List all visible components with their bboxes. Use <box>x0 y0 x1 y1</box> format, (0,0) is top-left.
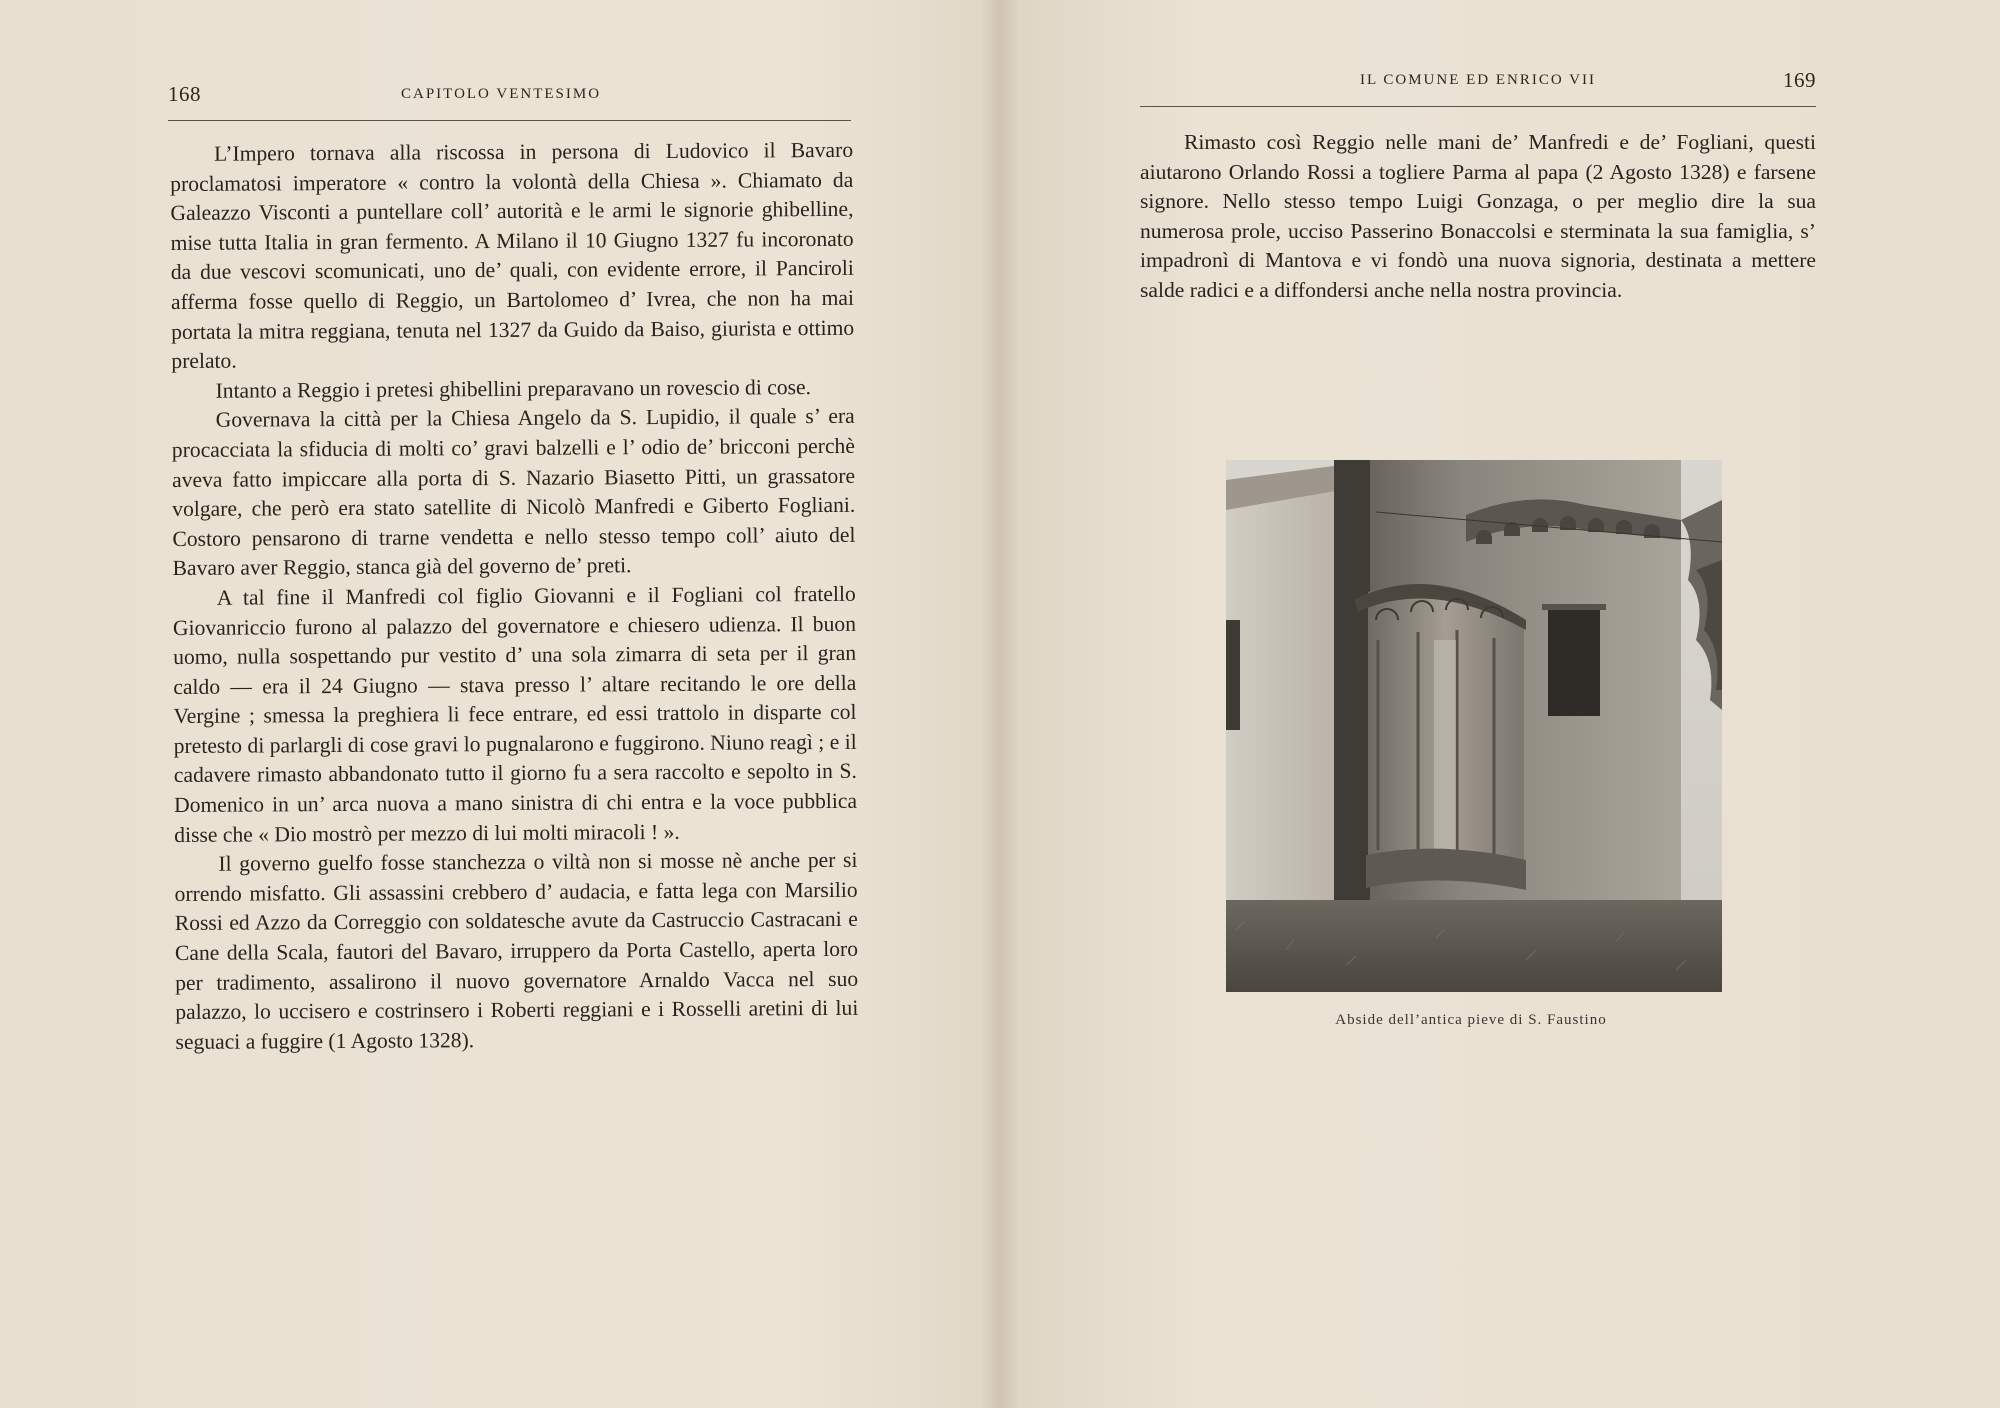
right-page <box>1010 0 2000 1408</box>
page-number-left: 168 <box>168 82 201 106</box>
paragraph: Intanto a Reggio i pretesi ghibellini preparavano un rovescio di cose. <box>215 374 812 403</box>
paragraph: Il governo guelfo fosse stanchezza o viltà non si mosse nè anche per si orrendo misfatto. Gli assassini crebbero d’ audacia, e fatta lega con Marsilio Rossi ed Azzo da Correggio con soldatesche avute da Castruccio Castracani e Cane della Scala, fautori del Bavaro, irruppero da Porta Castello, aperta loro per tradimento, assalirono il nuovo governatore Arnaldo Vacca nel suo palazzo, lo uccisero e costrinsero i Roberti reggiani e i Rosselli aretini di lui seguaci a fuggire (1 Agosto 1328). <box>174 848 859 1054</box>
running-title-right: IL COMUNE ED ENRICO VII <box>1360 72 1596 88</box>
running-head-left <box>168 80 851 121</box>
paragraph: L’Impero tornava alla riscossa in persona di Ludovico il Bavaro proclamatosi imperatore « contro la volontà della Chiesa ». Chiamato da Galeazzo Visconti a puntellare coll’ autorità e le armi le signorie ghibelline, mise tutta Italia in gran fermento. A Milano il 10 Giugno 1327 fu incoronato da due vescovi scomunicati, uno de’ quali, con evidente errore, il Panciroli afferma fosse quello di Reggio, un Bartolomeo d’ Ivrea, che non ha mai portata la mitra reggiana, tenuta nel 1327 da Guido da Baiso, giurista e ottimo prelato. <box>170 137 855 374</box>
paragraph: Rimasto così Reggio nelle mani de’ Manfredi e de’ Fogliani, questi aiutarono Orlando Rossi a togliere Parma al papa (2 Agosto 1328) e farsene signore. Nello stesso tempo Luigi Gonzaga, o per meglio dire la sua numerosa prole, ucciso Passerino Bonaccolsi e sterminata la sua famiglia, s’ impadronì di Mantova e vi fondò una nuova signoria, destinata a mettere salde radici e a diffondersi anche nella nostra provincia. <box>1140 130 1816 302</box>
page-number-right: 169 <box>1783 68 1816 92</box>
running-title-left: CAPITOLO VENTESIMO <box>401 86 602 102</box>
running-head-right <box>1140 66 1816 107</box>
apse-illustration <box>1226 460 1722 992</box>
paragraph: Governava la città per la Chiesa Angelo da S. Lupidio, il quale s’ era procacciata la sfiducia di molti co’ gravi balzelli e l’ odio de’ bricconi perchè aveva fatto impiccare alla porta di S. Nazario Biasetto Pitti, un grassatore volgare, che però era stato satellite di Nicolò Manfredi e Giberto Fogliani. Costoro pensarono di trarne vendetta e nello stesso tempo coll’ aiuto del Bavaro aver Reggio, stanca già del governo de’ preti. <box>171 404 856 581</box>
paragraph: A tal fine il Manfredi col figlio Giovanni e il Fogliani col fratello Giovanriccio furono al palazzo del governatore e chiesero udienza. Il buon uomo, nulla sospettando pur vestito d’ una sola zimarra di seta per il gran caldo — era il 24 Giugno — stava presso l’ altare recitando le ore della Vergine ; smessa la preghiera li fece entrare, ed essi trattolo in disparte col pretesto di parlargli di cose gravi lo pugnalarono e fuggirono. Niuno reagì ; e il cadavere rimasto abbandonato tutto il giorno fu a sera raccolto e sepolto in S. Domenico in un’ arca nuova a mano sinistra di chi entra e la voce pubblica disse che « Dio mostrò per mezzo di lui molti miracoli ! ». <box>172 581 858 847</box>
church-apse-photo <box>1226 460 1722 992</box>
photo-caption: Abside dell’antica pieve di S. Faustino <box>1335 1012 1607 1028</box>
left-body-text <box>170 136 859 1058</box>
right-body-text <box>1140 128 1816 306</box>
